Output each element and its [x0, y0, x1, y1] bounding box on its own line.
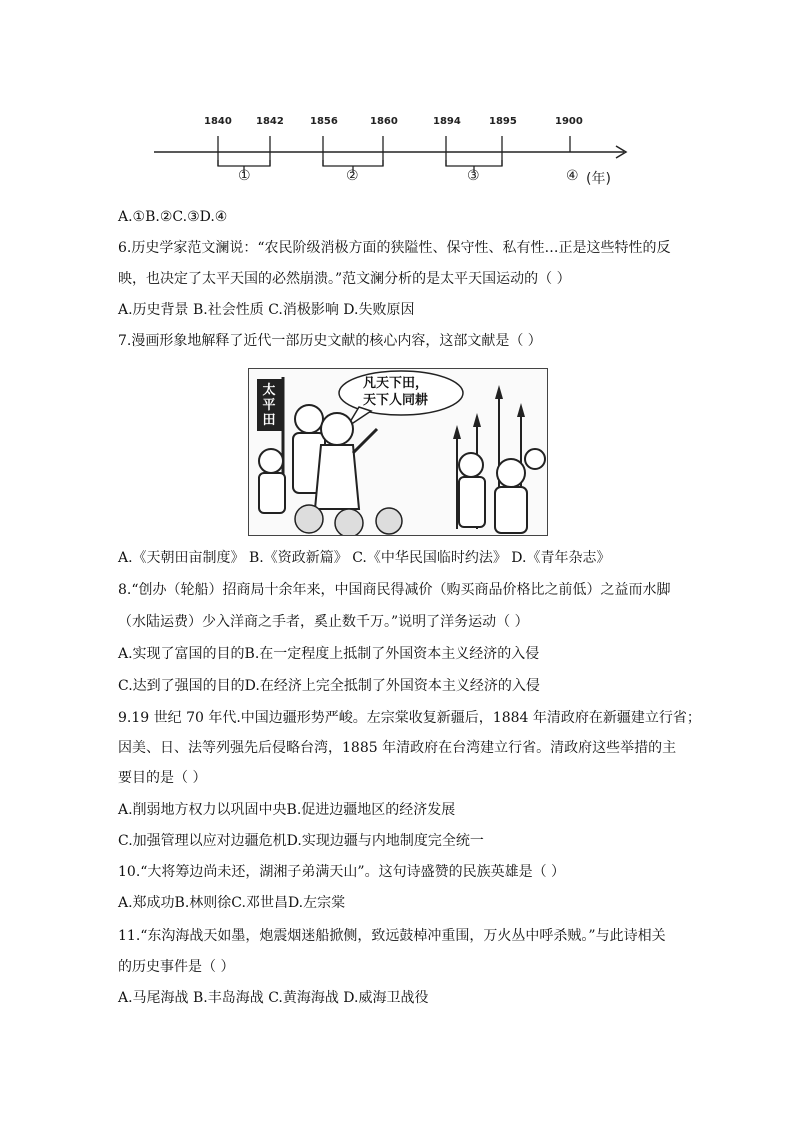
answer-options-q11: A.马尾海战 B.丰岛海战 C.黄海海战 D.威海卫战役	[118, 990, 429, 1006]
answer-options-q9: A.削弱地方权力以巩固中央B.促进边疆地区的经济发展	[118, 802, 456, 818]
question-9-text: 因美、日、法等列强先后侵略台湾，1885 年清政府在台湾建立行省。清政府这些举措的主	[118, 740, 677, 756]
question-6-text: 6.历史学家范文澜说：“农民阶级消极方面的狭隘性、保守性、私有性…正是这些特性的反	[118, 240, 671, 256]
question-11-text: 的历史事件是（ ）	[118, 959, 235, 975]
timeline-year: 1856	[310, 116, 338, 127]
timeline-year: 1840	[204, 116, 232, 127]
timeline-unit-label: (年)	[586, 171, 611, 187]
cartoon-banner-text: 太平田	[262, 383, 276, 428]
timeline-year: 1895	[489, 116, 517, 127]
question-9-text: 要目的是（ ）	[118, 770, 207, 786]
answer-options-q10: A.郑成功B.林则徐C.邓世昌D.左宗棠	[118, 895, 346, 911]
answer-options-q6: A.历史背景 B.社会性质 C.消极影响 D.失败原因	[118, 302, 415, 318]
question-9-text: 9.19 世纪 70 年代.中国边疆形势严峻。左宗棠收复新疆后，1884 年清政府在新疆建立行省；	[118, 710, 701, 726]
timeline-year: 1860	[370, 116, 398, 127]
timeline-year: 1842	[256, 116, 284, 127]
answer-options-q8: C.达到了强国的目的D.在经济上完全抵制了外国资本主义经济的入侵	[118, 678, 540, 694]
timeline-period-label: ②	[346, 168, 359, 184]
answer-options-q9: C.加强管理以应对边疆危机D.实现边疆与内地制度完全统一	[118, 833, 484, 849]
question-8-text: 8.“创办（轮船）招商局十余年来，中国商民得减价（购买商品价格比之前低）之益而水脚	[118, 582, 671, 598]
speech-line-2: 天下人同耕	[363, 393, 429, 408]
answer-options-q8: A.实现了富国的目的B.在一定程度上抵制了外国资本主义经济的入侵	[118, 646, 540, 662]
timeline-year: 1900	[555, 116, 583, 127]
cartoon-illustration	[248, 368, 548, 536]
timeline-year: 1894	[433, 116, 461, 127]
question-6-text: 映，也决定了太平天国的必然崩溃。”范文澜分析的是太平天国运动的（ ）	[118, 271, 571, 287]
answer-options-q7: A.《天朝田亩制度》 B.《资政新篇》 C.《中华民国临时约法》 D.《青年杂志》	[118, 550, 611, 566]
timeline-period-label: ①	[238, 168, 251, 184]
speech-line-1: 凡天下田，	[363, 376, 429, 391]
question-7-text: 7.漫画形象地解释了近代一部历史文献的核心内容，这部文献是（ ）	[118, 333, 542, 349]
question-8-text: （水陆运费）少入洋商之手者，奚止数千万。”说明了洋务运动（ ）	[118, 614, 529, 630]
answer-options-q5: A.①B.②C.③D.④	[118, 209, 228, 225]
question-10-text: 10.“大将筹边尚未还，湖湘子弟满天山”。这句诗盛赞的民族英雄是（ ）	[118, 864, 566, 880]
timeline-period-label: ④	[566, 168, 579, 184]
question-11-text: 11.“东沟海战天如墨，炮震烟迷船掀侧，致远鼓棹冲重围，万火丛中呼杀贼。”与此诗相关	[118, 928, 666, 944]
timeline-figure	[150, 108, 640, 198]
timeline-period-label: ③	[467, 168, 480, 184]
cartoon-speech-bubble	[363, 375, 428, 409]
